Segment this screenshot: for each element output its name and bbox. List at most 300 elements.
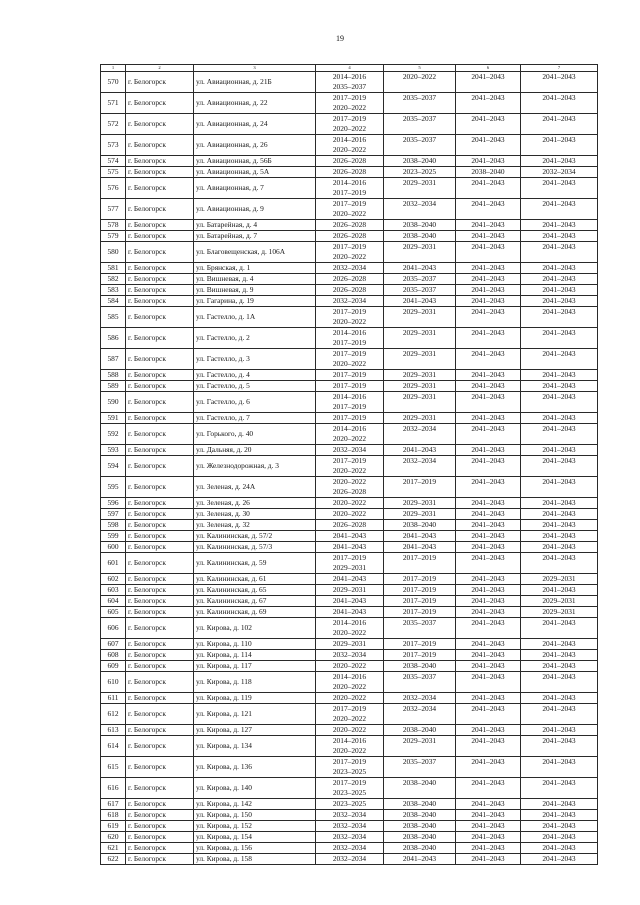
settlement-cell: г. Белогорск — [126, 199, 194, 220]
address-cell: ул. Зеленая, д. 24А — [194, 477, 316, 498]
housing-registry-table — [100, 64, 598, 865]
period-cell-col7: 2041–2043 — [521, 498, 598, 509]
address-cell: ул. Кирова, д. 134 — [194, 736, 316, 757]
row-number-cell: 595 — [101, 477, 126, 498]
period-cell-col4 — [316, 274, 384, 285]
period-cell-col4 — [316, 72, 384, 93]
settlement-cell: г. Белогорск — [126, 531, 194, 542]
period-cell-col7: 2029–2031 — [521, 574, 598, 585]
settlement-cell: г. Белогорск — [126, 509, 194, 520]
period-cell-col7: 2041–2043 — [521, 178, 598, 199]
row-number-cell: 620 — [101, 832, 126, 843]
row-number-cell: 583 — [101, 285, 126, 296]
period-cell-col6: 2041–2043 — [456, 596, 521, 607]
table-row — [101, 810, 598, 821]
settlement-cell: г. Белогорск — [126, 650, 194, 661]
row-number-cell: 601 — [101, 553, 126, 574]
period-line: 2032–2034 — [332, 650, 367, 659]
period-cell-col6: 2041–2043 — [456, 220, 521, 231]
period-cell-col4 — [316, 821, 384, 832]
row-number-cell: 617 — [101, 799, 126, 810]
period-cell-col4 — [316, 832, 384, 843]
period-line: 2017–2019 — [332, 188, 367, 197]
period-cell-col4 — [316, 810, 384, 821]
period-cell-col6: 2041–2043 — [456, 672, 521, 693]
row-number-cell: 600 — [101, 542, 126, 553]
row-number-cell: 576 — [101, 178, 126, 199]
period-line: 2017–2019 — [332, 199, 367, 208]
period-line: 2029–2031 — [332, 563, 367, 572]
period-cell-col4 — [316, 757, 384, 778]
column-number: 6 — [456, 65, 521, 72]
table-row — [101, 799, 598, 810]
table-row — [101, 757, 598, 778]
period-line: 2014–2016 — [332, 618, 367, 627]
period-cell-col5: 2029–2031 — [384, 498, 456, 509]
table-row — [101, 704, 598, 725]
period-cell-col4 — [316, 498, 384, 509]
settlement-cell: г. Белогорск — [126, 381, 194, 392]
period-cell-col7: 2041–2043 — [521, 520, 598, 531]
period-line: 2032–2034 — [332, 810, 367, 819]
settlement-cell: г. Белогорск — [126, 167, 194, 178]
settlement-cell: г. Белогорск — [126, 832, 194, 843]
period-cell-col6: 2041–2043 — [456, 661, 521, 672]
column-number: 2 — [126, 65, 194, 72]
period-cell-col6: 2041–2043 — [456, 757, 521, 778]
address-cell: ул. Батарейная, д. 7 — [194, 231, 316, 242]
address-cell: ул. Кирова, д. 142 — [194, 799, 316, 810]
table-row — [101, 413, 598, 424]
period-cell-col6: 2041–2043 — [456, 72, 521, 93]
period-line: 2020–2022 — [332, 509, 367, 518]
period-line: 2020–2022 — [332, 714, 367, 723]
period-line: 2023–2025 — [332, 799, 367, 808]
period-cell-col7: 2041–2043 — [521, 585, 598, 596]
address-cell: ул. Калининская, д. 59 — [194, 553, 316, 574]
period-cell-col5: 2041–2043 — [384, 542, 456, 553]
settlement-cell: г. Белогорск — [126, 114, 194, 135]
period-cell-col7: 2041–2043 — [521, 114, 598, 135]
row-number-cell: 590 — [101, 392, 126, 413]
period-cell-col7: 2041–2043 — [521, 553, 598, 574]
period-cell-col4 — [316, 725, 384, 736]
period-line: 2014–2016 — [332, 328, 367, 337]
period-cell-col4 — [316, 520, 384, 531]
table-row — [101, 370, 598, 381]
period-cell-col7: 2041–2043 — [521, 242, 598, 263]
address-cell: ул. Кирова, д. 110 — [194, 639, 316, 650]
address-cell: ул. Зеленая, д. 26 — [194, 498, 316, 509]
period-cell-col4 — [316, 843, 384, 854]
period-cell-col4 — [316, 477, 384, 498]
period-cell-col4 — [316, 854, 384, 865]
period-cell-col6: 2041–2043 — [456, 574, 521, 585]
table-row — [101, 618, 598, 639]
row-number-cell: 598 — [101, 520, 126, 531]
period-line: 2017–2019 — [332, 338, 367, 347]
table-row — [101, 199, 598, 220]
settlement-cell: г. Белогорск — [126, 799, 194, 810]
address-cell: ул. Кирова, д. 102 — [194, 618, 316, 639]
address-cell: ул. Калининская, д. 61 — [194, 574, 316, 585]
address-cell: ул. Кирова, д. 118 — [194, 672, 316, 693]
settlement-cell: г. Белогорск — [126, 296, 194, 307]
column-number: 1 — [101, 65, 126, 72]
period-line: 2026–2028 — [332, 285, 367, 294]
period-line: 2026–2028 — [332, 487, 367, 496]
period-cell-col6: 2041–2043 — [456, 821, 521, 832]
table-row — [101, 328, 598, 349]
period-cell-col6: 2041–2043 — [456, 832, 521, 843]
period-cell-col4 — [316, 531, 384, 542]
table-row — [101, 607, 598, 618]
table-row — [101, 531, 598, 542]
period-cell-col5: 2032–2034 — [384, 456, 456, 477]
row-number-cell: 587 — [101, 349, 126, 370]
period-cell-col6: 2041–2043 — [456, 114, 521, 135]
period-cell-col5: 2023–2025 — [384, 167, 456, 178]
settlement-cell: г. Белогорск — [126, 736, 194, 757]
period-line: 2017–2019 — [332, 553, 367, 562]
table-row — [101, 736, 598, 757]
settlement-cell: г. Белогорск — [126, 661, 194, 672]
period-cell-col7: 2029–2031 — [521, 607, 598, 618]
period-cell-col4 — [316, 156, 384, 167]
row-number-cell: 575 — [101, 167, 126, 178]
period-line: 2041–2043 — [332, 531, 367, 540]
period-cell-col5: 2032–2034 — [384, 693, 456, 704]
settlement-cell: г. Белогорск — [126, 445, 194, 456]
table-row — [101, 424, 598, 445]
period-cell-col6: 2041–2043 — [456, 607, 521, 618]
address-cell: ул. Кирова, д. 140 — [194, 778, 316, 799]
period-cell-col6: 2041–2043 — [456, 736, 521, 757]
period-cell-col7: 2041–2043 — [521, 156, 598, 167]
row-number-cell: 619 — [101, 821, 126, 832]
address-cell: ул. Калининская, д. 69 — [194, 607, 316, 618]
address-cell: ул. Кирова, д. 119 — [194, 693, 316, 704]
period-cell-col7: 2041–2043 — [521, 672, 598, 693]
address-cell: ул. Зеленая, д. 32 — [194, 520, 316, 531]
period-cell-col4 — [316, 509, 384, 520]
period-cell-col7: 2041–2043 — [521, 263, 598, 274]
period-cell-col7: 2041–2043 — [521, 799, 598, 810]
address-cell: ул. Кирова, д. 154 — [194, 832, 316, 843]
row-number-cell: 597 — [101, 509, 126, 520]
row-number-cell: 572 — [101, 114, 126, 135]
row-number-cell: 612 — [101, 704, 126, 725]
period-cell-col4 — [316, 639, 384, 650]
period-cell-col7: 2041–2043 — [521, 531, 598, 542]
period-cell-col5: 2029–2031 — [384, 413, 456, 424]
period-cell-col7: 2041–2043 — [521, 307, 598, 328]
row-number-cell: 622 — [101, 854, 126, 865]
period-cell-col5: 2038–2040 — [384, 843, 456, 854]
address-cell: ул. Авиационная, д. 56Б — [194, 156, 316, 167]
table-row — [101, 231, 598, 242]
period-cell-col5: 2029–2031 — [384, 328, 456, 349]
settlement-cell: г. Белогорск — [126, 639, 194, 650]
period-line: 2023–2025 — [332, 788, 367, 797]
settlement-cell: г. Белогорск — [126, 810, 194, 821]
table-row — [101, 661, 598, 672]
period-line: 2020–2022 — [332, 252, 367, 261]
period-cell-col6: 2041–2043 — [456, 370, 521, 381]
period-cell-col5: 2029–2031 — [384, 307, 456, 328]
period-line: 2014–2016 — [332, 72, 367, 81]
period-cell-col6: 2041–2043 — [456, 693, 521, 704]
table-row — [101, 693, 598, 704]
period-cell-col7: 2041–2043 — [521, 778, 598, 799]
period-cell-col7: 2041–2043 — [521, 199, 598, 220]
address-cell: ул. Калининская, д. 67 — [194, 596, 316, 607]
table-row — [101, 296, 598, 307]
row-number-cell: 614 — [101, 736, 126, 757]
period-cell-col5: 2041–2043 — [384, 854, 456, 865]
period-cell-col6: 2041–2043 — [456, 531, 521, 542]
period-cell-col7: 2041–2043 — [521, 72, 598, 93]
row-number-cell: 605 — [101, 607, 126, 618]
period-cell-col6: 2041–2043 — [456, 135, 521, 156]
period-cell-col5: 2041–2043 — [384, 296, 456, 307]
settlement-cell: г. Белогорск — [126, 328, 194, 349]
settlement-cell: г. Белогорск — [126, 757, 194, 778]
address-cell: ул. Брянская, д. 1 — [194, 263, 316, 274]
period-cell-col6: 2041–2043 — [456, 349, 521, 370]
period-cell-col5: 2017–2019 — [384, 596, 456, 607]
table-row — [101, 156, 598, 167]
page-number: 19 — [336, 34, 344, 43]
address-cell: ул. Кирова, д. 150 — [194, 810, 316, 821]
period-cell-col5: 2035–2037 — [384, 114, 456, 135]
period-cell-col5: 2038–2040 — [384, 810, 456, 821]
settlement-cell: г. Белогорск — [126, 704, 194, 725]
period-line: 2026–2028 — [332, 167, 367, 176]
period-cell-col4 — [316, 167, 384, 178]
period-line: 2014–2016 — [332, 672, 367, 681]
settlement-cell: г. Белогорск — [126, 672, 194, 693]
settlement-cell: г. Белогорск — [126, 307, 194, 328]
period-cell-col4 — [316, 650, 384, 661]
row-number-cell: 609 — [101, 661, 126, 672]
period-cell-col5: 2041–2043 — [384, 531, 456, 542]
period-cell-col5: 2035–2037 — [384, 93, 456, 114]
period-cell-col6: 2041–2043 — [456, 445, 521, 456]
period-cell-col5: 2038–2040 — [384, 821, 456, 832]
period-cell-col4 — [316, 704, 384, 725]
period-cell-col6: 2041–2043 — [456, 509, 521, 520]
settlement-cell: г. Белогорск — [126, 542, 194, 553]
row-number-cell: 608 — [101, 650, 126, 661]
period-cell-col7: 2041–2043 — [521, 736, 598, 757]
period-cell-col6: 2041–2043 — [456, 178, 521, 199]
settlement-cell: г. Белогорск — [126, 370, 194, 381]
period-cell-col6: 2041–2043 — [456, 778, 521, 799]
row-number-cell: 582 — [101, 274, 126, 285]
settlement-cell: г. Белогорск — [126, 156, 194, 167]
period-cell-col7: 2041–2043 — [521, 392, 598, 413]
address-cell: ул. Кирова, д. 114 — [194, 650, 316, 661]
period-cell-col4 — [316, 574, 384, 585]
period-cell-col4 — [316, 661, 384, 672]
settlement-cell: г. Белогорск — [126, 263, 194, 274]
period-cell-col7: 2041–2043 — [521, 231, 598, 242]
period-line: 2032–2034 — [332, 854, 367, 863]
period-line: 2020–2022 — [332, 498, 367, 507]
period-cell-col4 — [316, 328, 384, 349]
period-cell-col7: 2041–2043 — [521, 854, 598, 865]
period-cell-col4 — [316, 672, 384, 693]
period-cell-col7: 2041–2043 — [521, 381, 598, 392]
period-cell-col4 — [316, 178, 384, 199]
period-line: 2020–2022 — [332, 317, 367, 326]
period-cell-col6: 2041–2043 — [456, 285, 521, 296]
period-cell-col7: 2041–2043 — [521, 639, 598, 650]
table-row — [101, 456, 598, 477]
period-cell-col7: 2029–2031 — [521, 596, 598, 607]
row-number-cell: 584 — [101, 296, 126, 307]
period-line: 2014–2016 — [332, 424, 367, 433]
table-row — [101, 392, 598, 413]
table-row — [101, 307, 598, 328]
period-cell-col5: 2029–2031 — [384, 242, 456, 263]
address-cell: ул. Авиационная, д. 9 — [194, 199, 316, 220]
period-cell-col5: 2038–2040 — [384, 725, 456, 736]
table-row — [101, 585, 598, 596]
period-cell-col5: 2035–2037 — [384, 285, 456, 296]
address-cell: ул. Горького, д. 40 — [194, 424, 316, 445]
period-line: 2014–2016 — [332, 135, 367, 144]
settlement-cell: г. Белогорск — [126, 424, 194, 445]
period-cell-col6: 2041–2043 — [456, 585, 521, 596]
table-row — [101, 220, 598, 231]
period-cell-col5: 2017–2019 — [384, 650, 456, 661]
table-row — [101, 274, 598, 285]
period-line: 2020–2022 — [332, 103, 367, 112]
period-line: 2020–2022 — [332, 124, 367, 133]
period-cell-col5: 2038–2040 — [384, 778, 456, 799]
period-line: 2020–2022 — [332, 434, 367, 443]
settlement-cell: г. Белогорск — [126, 392, 194, 413]
period-cell-col5: 2038–2040 — [384, 832, 456, 843]
row-number-cell: 581 — [101, 263, 126, 274]
period-cell-col5: 2017–2019 — [384, 553, 456, 574]
period-cell-col6: 2041–2043 — [456, 542, 521, 553]
period-cell-col7: 2041–2043 — [521, 274, 598, 285]
address-cell: ул. Железнодорожная, д. 3 — [194, 456, 316, 477]
table-row — [101, 509, 598, 520]
period-cell-col5: 2035–2037 — [384, 618, 456, 639]
row-number-cell: 591 — [101, 413, 126, 424]
settlement-cell: г. Белогорск — [126, 778, 194, 799]
settlement-cell: г. Белогорск — [126, 135, 194, 156]
period-cell-col6: 2041–2043 — [456, 328, 521, 349]
row-number-cell: 574 — [101, 156, 126, 167]
settlement-cell: г. Белогорск — [126, 231, 194, 242]
period-cell-col5: 2017–2019 — [384, 639, 456, 650]
address-cell: ул. Гастелло, д. 6 — [194, 392, 316, 413]
period-cell-col7: 2041–2043 — [521, 542, 598, 553]
settlement-cell: г. Белогорск — [126, 498, 194, 509]
period-line: 2017–2019 — [332, 778, 367, 787]
period-cell-col6: 2041–2043 — [456, 307, 521, 328]
period-cell-col4 — [316, 370, 384, 381]
period-cell-col5: 2038–2040 — [384, 520, 456, 531]
period-line: 2026–2028 — [332, 156, 367, 165]
column-number: 5 — [384, 65, 456, 72]
row-number-cell: 603 — [101, 585, 126, 596]
period-line: 2020–2022 — [332, 628, 367, 637]
period-cell-col7: 2041–2043 — [521, 693, 598, 704]
period-cell-col6: 2041–2043 — [456, 799, 521, 810]
period-cell-col6: 2041–2043 — [456, 424, 521, 445]
table-row — [101, 263, 598, 274]
period-cell-col4 — [316, 618, 384, 639]
period-line: 2026–2028 — [332, 231, 367, 240]
period-cell-col4 — [316, 542, 384, 553]
settlement-cell: г. Белогорск — [126, 178, 194, 199]
period-cell-col6: 2041–2043 — [456, 242, 521, 263]
period-line: 2023–2025 — [332, 767, 367, 776]
period-line: 2020–2022 — [332, 359, 367, 368]
period-cell-col7: 2041–2043 — [521, 661, 598, 672]
period-cell-col5: 2017–2019 — [384, 477, 456, 498]
row-number-cell: 613 — [101, 725, 126, 736]
period-cell-col6: 2041–2043 — [456, 296, 521, 307]
period-line: 2014–2016 — [332, 736, 367, 745]
table-row — [101, 542, 598, 553]
column-number: 7 — [521, 65, 598, 72]
period-cell-col6: 2041–2043 — [456, 231, 521, 242]
period-cell-col5: 2038–2040 — [384, 799, 456, 810]
row-number-cell: 616 — [101, 778, 126, 799]
settlement-cell: г. Белогорск — [126, 854, 194, 865]
period-line: 2032–2034 — [332, 843, 367, 852]
settlement-cell: г. Белогорск — [126, 477, 194, 498]
settlement-cell: г. Белогорск — [126, 413, 194, 424]
address-cell: ул. Кирова, д. 152 — [194, 821, 316, 832]
address-cell: ул. Авиационная, д. 5А — [194, 167, 316, 178]
period-line: 2017–2019 — [332, 307, 367, 316]
settlement-cell: г. Белогорск — [126, 274, 194, 285]
row-number-cell: 577 — [101, 199, 126, 220]
address-cell: ул. Калининская, д. 57/3 — [194, 542, 316, 553]
address-cell: ул. Кирова, д. 117 — [194, 661, 316, 672]
column-number: 3 — [194, 65, 316, 72]
address-cell: ул. Калининская, д. 65 — [194, 585, 316, 596]
period-cell-col5: 2029–2031 — [384, 509, 456, 520]
period-cell-col5: 2020–2022 — [384, 72, 456, 93]
period-line: 2032–2034 — [332, 445, 367, 454]
period-cell-col6: 2041–2043 — [456, 650, 521, 661]
period-line: 2017–2019 — [332, 349, 367, 358]
period-cell-col7: 2041–2043 — [521, 704, 598, 725]
table-row — [101, 178, 598, 199]
address-cell: ул. Кирова, д. 121 — [194, 704, 316, 725]
period-cell-col6: 2041–2043 — [456, 704, 521, 725]
row-number-cell: 602 — [101, 574, 126, 585]
period-cell-col4 — [316, 135, 384, 156]
column-number: 4 — [316, 65, 384, 72]
settlement-cell: г. Белогорск — [126, 574, 194, 585]
period-line: 2041–2043 — [332, 542, 367, 551]
period-line: 2020–2022 — [332, 693, 367, 702]
period-cell-col5: 2029–2031 — [384, 349, 456, 370]
settlement-cell: г. Белогорск — [126, 456, 194, 477]
period-cell-col6: 2041–2043 — [456, 477, 521, 498]
table-row — [101, 553, 598, 574]
